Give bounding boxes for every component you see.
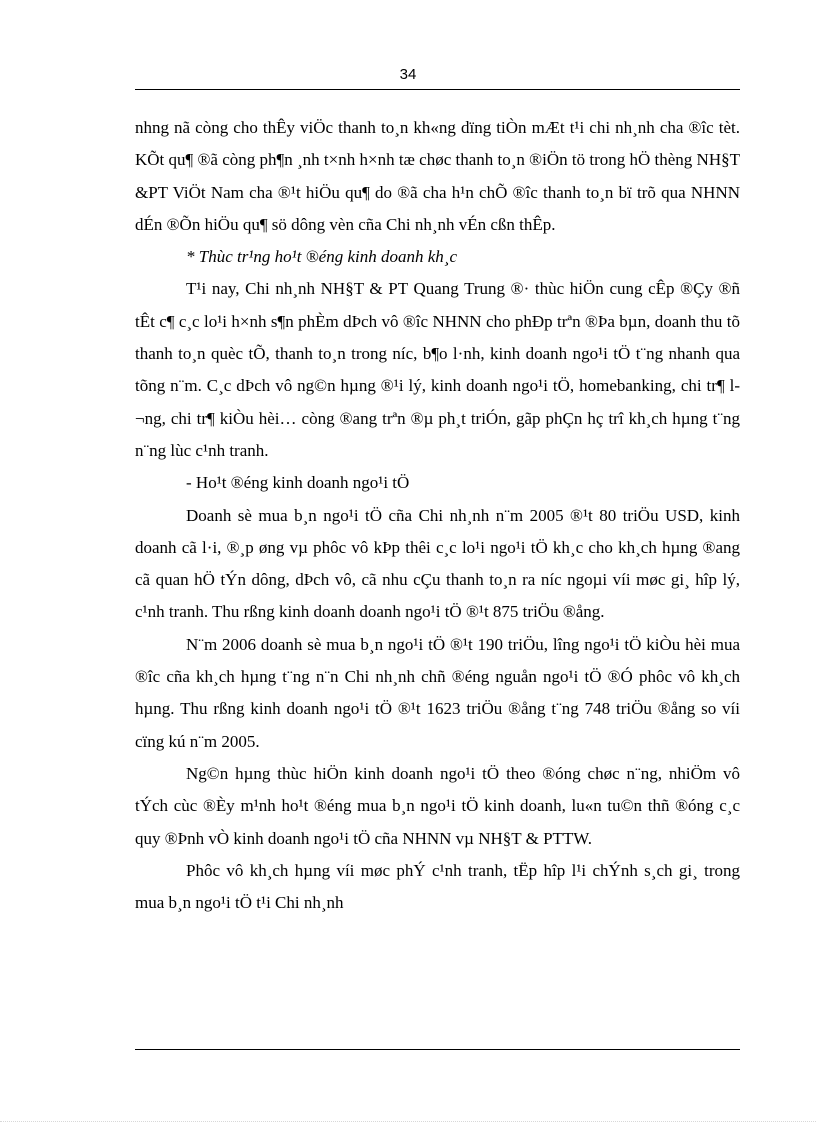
- paragraph-payment-summary: nhng nã còng cho thÊy viÖc thanh to¸n kh«ng dïng tiÒn mÆt t¹i chi nh¸nh cha ®îc tèt. KÕt qu¶ ®ã còng ph¶n ¸nh t×nh h×nh tæ chøc thanh to¸n ®iÖn tö trong hÖ thèng NH§T &PT ViÖt Nam cha ®¹t hiÖu qu¶ do ®ã cha h¹n chÕ ®îc thanh to¸n bï trõ qua NHNN dÉn ®Õn hiÖu qu¶ sö dông vèn cña Chi nh¸nh vÉn cßn thÊp.: [135, 118, 740, 234]
- paragraph-forex-pricing: Phôc vô kh¸ch hµng víi møc phÝ c¹nh tranh, tËp hîp l¹i chÝnh s¸ch gi¸ trong mua b¸n ngo¹i tÖ t¹i Chi nh¸nh: [135, 860, 740, 913]
- paragraph-forex-2006: N¨m 2006 doanh sè mua b¸n ngo¹i tÖ ®¹t 190 triÖu, lîng ngo¹i tÖ kiÒu hèi mua ®îc cña kh¸ch hµng t¨ng n¨n Chi nh¸nh chñ ®éng nguån ngo¹i tÖ ®Ó phôc vô kh¸ch hµng. Thu rßng kinh doanh ngo¹i tÖ ®¹t 1623 triÖu ®ång t¨ng 748 triÖu ®ång so víi cïng kú n¨m 2005.: [135, 634, 740, 751]
- paragraph-forex-compliance: Ng©n hµng thùc hiÖn kinh doanh ngo¹i tÖ theo ®óng chøc n¨ng, nhiÖm vô tÝch cùc ®Èy m¹nh ho¹t ®éng mua b¸n ngo¹i tÖ kinh doanh, lu«n tu©n thñ ®óng c¸c quy ®Þnh vÒ kinh doanh ngo¹i tÖ cña NHNN vµ NH§T & PTTW.: [135, 763, 740, 848]
- header-divider: [135, 89, 740, 90]
- paragraph-services: T¹i nay, Chi nh¸nh NH§T & PT Quang Trung ®· thùc hiÖn cung cÊp ®Çy ®ñ tÊt c¶ c¸c lo¹i h×nh s¶n phÈm dÞch vô ®îc NHNN cho phÐp trªn ®Þa bµn, doanh thu tõ thanh to¸n quèc tÕ, thanh to¸n trong níc, b¶o l·nh, kinh doanh ngo¹i tÖ t¨ng nhanh qua tõng n¨m. C¸c dÞch vô ng©n hµng ®¹i lý, kinh doanh ngo¹i tÖ, homebanking, chi tr¶ l¬ng, chi tr¶ kiÒu hèi… còng ®ang trªn ®µ ph¸t triÓn, gãp phÇn hç trî kh¸ch hµng t¨ng n¨ng lùc c¹nh tranh.: [135, 279, 740, 460]
- section-heading-other-business: * Thùc tr¹ng ho¹t ®éng kinh doanh kh¸c: [186, 247, 457, 267]
- document-body: [135, 112, 740, 919]
- footer-divider: [135, 1049, 740, 1050]
- page-number: 34: [399, 66, 417, 83]
- paragraph-forex-2005: Doanh sè mua b¸n ngo¹i tÖ cña Chi nh¸nh n¨m 2005 ®¹t 80 triÖu USD, kinh doanh cã l·i, ®¸p øng vµ phôc vô kÞp thêi c¸c lo¹i ngo¹i tÖ kh¸c cho kh¸ch hµng ®ang cã quan hÖ tÝn dông, dÞch vô, cã nhu cÇu thanh to¸n ra níc ngoµi víi møc gi¸ hîp lý, c¹nh tranh. Thu rßng kinh doanh doanh ngo¹i tÖ ®¹t 875 triÖu ®ång.: [135, 505, 740, 622]
- subsection-heading-forex: - Ho¹t ®éng kinh doanh ngo¹i tÖ: [186, 473, 410, 493]
- page-bottom-border: [0, 1121, 816, 1122]
